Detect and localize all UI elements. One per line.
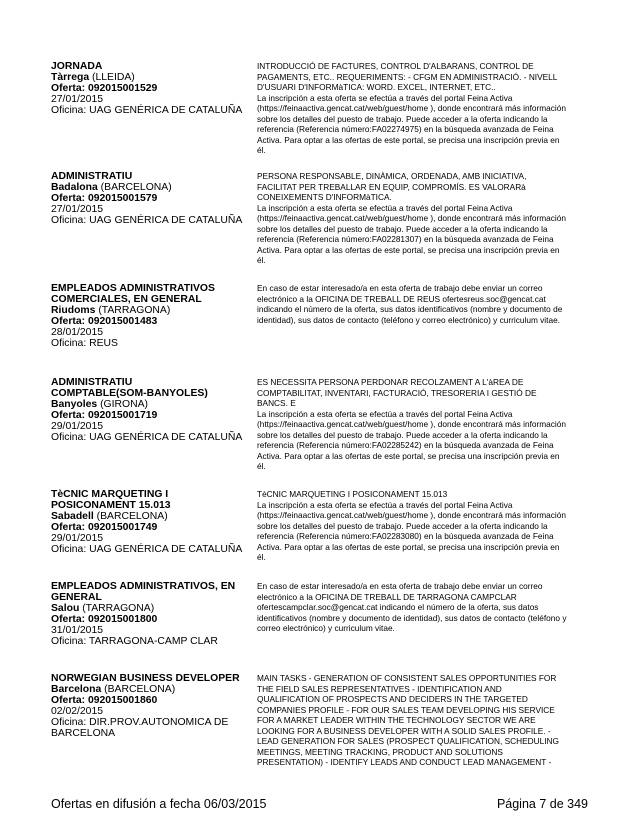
description-line: Activa. Para optar a las ofertas de este portal, se precisa una inscripción previa en	[257, 541, 560, 552]
description-line: CONEIXEMENTS D'INFORMàTICA.	[257, 192, 392, 202]
job-description	[257, 377, 597, 472]
job-title-line: ADMINISTRATIU	[51, 171, 133, 182]
description-line: La inscripción a esta oferta se efectúa a través del portal Feina Activa	[257, 499, 513, 510]
job-province: (TARRAGONA)	[98, 305, 171, 317]
description-line: él.	[257, 255, 266, 265]
job-province: (BARCELONA)	[96, 511, 168, 523]
description-line: referencia (Referencia número:FA02274975) en la búsqueda avanzada de Feina	[257, 124, 554, 134]
job-location	[51, 399, 251, 410]
job-city: Sabadell	[51, 511, 94, 523]
description-line: ES NECESSITA PERSONA PERDONAR RECOLZAMENT A L'àREA DE	[257, 377, 524, 387]
offer-number: 092015001719	[87, 410, 158, 422]
job-province: (TARRAGONA)	[82, 603, 155, 615]
job-offer-number	[51, 316, 251, 327]
offer-number: 092015001483	[87, 316, 158, 328]
job-date: 02/02/2015	[51, 706, 104, 718]
job-location	[51, 72, 251, 83]
job-location	[51, 603, 251, 614]
description-line: D'USUARI D'INFORMàTICA: WORD. EXCEL, INTERNET, ETC..	[257, 82, 496, 92]
description-line: QUALIFICATION OF PROSPECTS AND DECIDERS IN THE TARGETED	[257, 694, 528, 704]
job-title	[51, 377, 251, 399]
description-line: BANCS. E	[257, 398, 296, 408]
description-line: sobre los detalles del puesto de trabajo. Puede acceder a la oferta indicando la	[257, 520, 548, 531]
job-title	[51, 581, 251, 603]
job-province: (GIRONA)	[100, 399, 149, 411]
job-description	[257, 171, 597, 266]
description-line: La inscripción a esta oferta se efectúa a través del portal Feina Activa	[257, 408, 513, 419]
description-line: ofertescampclar.soc@gencat.cat indicando el número de la oferta, sus datos	[257, 602, 539, 612]
job-date: 29/01/2015	[51, 421, 104, 433]
offer-number: 092015001749	[87, 522, 158, 534]
job-date: 27/01/2015	[51, 204, 104, 216]
description-line: FOR A MARKET LEADER WITHIN THE TECHNOLOGY SECTOR WE ARE	[257, 715, 536, 725]
description-line: COMPTABILITAT, INVENTARI, FACTURACIÓ, TRESORERIA I GESTIÓ DE	[257, 387, 537, 398]
job-city: Badalona	[51, 182, 98, 194]
job-office: Oficina: UAG GENÉRICA DE CATALUÑA	[51, 215, 243, 227]
job-summary	[51, 581, 251, 648]
job-summary	[51, 489, 251, 556]
job-description	[257, 283, 597, 325]
job-description	[257, 489, 597, 563]
job-summary	[51, 673, 251, 740]
description-line: La inscripción a esta oferta se efectúa a través del portal Feina Activa	[257, 202, 513, 213]
description-line: identificativos (nombre y documento de identidad), sus datos de contacto (teléfono y	[257, 612, 567, 623]
description-line: TèCNIC MARQUETING I POSICONAMENT 15.013	[257, 489, 448, 499]
description-line: LOOKING FOR A BUSINESS DEVELOPER WITH A SOLID SALES PROFILE. -	[257, 725, 551, 736]
job-title-line: EMPLEADOS ADMINISTRATIVOS, EN	[51, 581, 236, 592]
job-city: Tàrrega	[51, 72, 90, 84]
offer-number: 092015001529	[87, 83, 158, 95]
job-date: 29/01/2015	[51, 533, 104, 545]
job-province: (BARCELONA)	[100, 182, 172, 194]
description-line: Activa. Para optar a las ofertas de este portal, se precisa una inscripción previa en	[257, 450, 560, 461]
description-line: Activa. Para optar a las ofertas de este portal, se precisa una inscripción previa en	[257, 244, 560, 255]
description-line: identidad), sus datos de contacto (teléfono y correo electrónico) y curriculum vitae.	[257, 314, 560, 325]
description-line: INTRODUCCIÓ DE FACTURES, CONTROL D'ALBARANS, CONTROL DE	[257, 61, 534, 71]
description-line: él.	[257, 145, 266, 155]
job-summary	[51, 171, 251, 226]
footer-date-text: Ofertas en difusión a fecha 06/03/2015	[51, 797, 267, 811]
job-location	[51, 305, 251, 316]
job-office: Oficina: REUS	[51, 338, 118, 350]
job-location	[51, 684, 251, 695]
description-line: referencia (Referencia número:FA02281307) en la búsqueda avanzada de Feina	[257, 234, 554, 244]
description-line: THE FIELD SALES REPRESENTATIVES - IDENTIFICATION AND	[257, 683, 502, 694]
description-line: MAIN TASKS - GENERATION OF CONSISTENT SALES OPPORTUNITIES FOR	[257, 673, 557, 683]
job-location	[51, 182, 251, 193]
job-title-line: NORWEGIAN BUSINESS DEVELOPER	[51, 673, 240, 684]
offer-label: Oferta:	[51, 522, 86, 534]
description-line: sobre los detalles del puesto de trabajo. Puede acceder a la oferta indicando la	[257, 113, 548, 124]
description-line: sobre los detalles del puesto de trabajo. Puede acceder a la oferta indicando la	[257, 429, 548, 440]
description-line: PRESENTATION) - IDENTIFY LEADS AND CONDUCT LEAD MANAGEMENT -	[257, 757, 552, 767]
job-office: Oficina: UAG GENÉRICA DE CATALUÑA	[51, 544, 243, 556]
job-title-line: GENERAL	[51, 592, 102, 604]
offer-label: Oferta:	[51, 410, 86, 422]
description-line: referencia (Referencia número:FA02285242) en la búsqueda avanzada de Feina	[257, 440, 554, 450]
job-date: 31/01/2015	[51, 625, 104, 637]
job-title-line: COMPTABLE(SOM-BANYOLES)	[51, 388, 208, 400]
job-title	[51, 171, 251, 182]
job-office-continued: BARCELONA	[51, 728, 116, 740]
job-office: Oficina: UAG GENÉRICA DE CATALUÑA	[51, 105, 243, 117]
offer-number: 092015001860	[87, 695, 158, 707]
description-line: PAGAMENTS, ETC.. REQUERIMENTS: - CFGM EN ADMINISTRACIÓ. - NIVELL	[257, 71, 558, 82]
job-location	[51, 511, 251, 522]
job-province: (BARCELONA)	[104, 684, 176, 696]
description-line: COMPANIES PROFILE - FOR OUR SALES TEAM DEVELOPING HIS SERVICE	[257, 704, 555, 715]
description-line: (https://feinaactiva.gencat.cat/web/guest/home ), donde encontrará más información	[257, 103, 566, 113]
description-line: indicando el número de la oferta, sus datos identificativos (nombre y documento de	[257, 304, 563, 314]
description-line: electrónico a la OFICINA DE TREBALL DE REUS ofertesreus.soc@gencat.cat	[257, 293, 546, 304]
job-offer-number	[51, 83, 251, 94]
job-date: 27/01/2015	[51, 94, 104, 106]
description-line: Activa. Para optar a las ofertas de este portal, se precisa una inscripción previa en	[257, 134, 560, 145]
job-title-line: TèCNIC MARQUETING I	[51, 489, 169, 500]
offer-label: Oferta:	[51, 695, 86, 707]
job-title	[51, 61, 251, 72]
job-title	[51, 673, 251, 684]
job-offer-number	[51, 614, 251, 625]
description-line: En caso de estar interesado/a en esta oferta de trabajo debe enviar un correo	[257, 581, 543, 591]
job-summary	[51, 61, 251, 116]
job-title	[51, 489, 251, 511]
description-line: LEAD GENERATION FOR SALES (PROSPECT QUALIFICATION, SCHEDULING	[257, 736, 559, 746]
job-summary	[51, 283, 251, 350]
description-line: correo electrónico) y curriculum vitae.	[257, 623, 395, 633]
description-line: En caso de estar interesado/a en esta oferta de trabajo debe enviar un correo	[257, 283, 543, 293]
offer-label: Oferta:	[51, 193, 86, 205]
description-line: sobre los detalles del puesto de trabajo. Puede acceder a la oferta indicando la	[257, 223, 548, 234]
job-offer-number	[51, 522, 251, 533]
job-city: Barcelona	[51, 684, 102, 696]
job-summary	[51, 377, 251, 444]
description-line: (https://feinaactiva.gencat.cat/web/guest/home ), donde encontrará más información	[257, 510, 566, 520]
description-line: FACILITAT PER TREBALLAR EN EQUIP, COMPROMÍS. ES VALORARà	[257, 181, 526, 192]
page-number: Página 7 de 349	[496, 797, 588, 811]
description-line: MEETINGS, MEETING TRACKING, PRODUCT AND SOLUTIONS	[257, 746, 503, 757]
description-line: La inscripción a esta oferta se efectúa a través del portal Feina Activa	[257, 92, 513, 103]
description-line: PERSONA RESPONSABLE, DINÀMICA, ORDENADA, AMB INICIATIVA,	[257, 171, 527, 181]
job-city: Riudoms	[51, 305, 96, 317]
job-city: Banyoles	[51, 399, 98, 411]
job-offer-number	[51, 695, 251, 706]
description-line: referencia (Referencia número:FA02283080) en la búsqueda avanzada de Feina	[257, 531, 554, 541]
page-footer	[0, 797, 638, 817]
job-description	[257, 673, 597, 768]
description-line: (https://feinaactiva.gencat.cat/web/guest/home ), donde encontrará más información	[257, 419, 566, 429]
job-office: Oficina: DIR.PROV.AUTONOMICA DE	[51, 717, 229, 729]
job-city: Salou	[51, 603, 80, 615]
job-title-line: COMERCIALES, EN GENERAL	[51, 294, 202, 306]
description-line: (https://feinaactiva.gencat.cat/web/guest/home ), donde encontrará más información	[257, 213, 566, 223]
job-province: (LLEIDA)	[92, 72, 135, 84]
job-office: Oficina: TARRAGONA-CAMP CLAR	[51, 636, 218, 648]
description-line: electrónico a la OFICINA DE TREBALL DE TARRAGONA CAMPCLAR	[257, 591, 517, 602]
job-date: 28/01/2015	[51, 327, 104, 339]
job-title-line: ADMINISTRATIU	[51, 377, 133, 388]
job-office: Oficina: UAG GENÉRICA DE CATALUÑA	[51, 432, 243, 444]
job-title-line: EMPLEADOS ADMINISTRATIVOS	[51, 283, 215, 294]
offer-label: Oferta:	[51, 83, 86, 95]
description-line: él.	[257, 552, 266, 562]
job-description	[257, 61, 597, 156]
offer-label: Oferta:	[51, 614, 86, 626]
job-description	[257, 581, 597, 634]
offer-label: Oferta:	[51, 316, 86, 328]
job-offer-number	[51, 410, 251, 421]
offer-number: 092015001800	[87, 614, 158, 626]
offer-number: 092015001579	[87, 193, 158, 205]
job-title-line: POSICONAMENT 15.013	[51, 500, 171, 512]
job-title	[51, 283, 251, 305]
description-line: él.	[257, 461, 266, 471]
job-offer-number	[51, 193, 251, 204]
job-title-line: JORNADA	[51, 61, 103, 72]
